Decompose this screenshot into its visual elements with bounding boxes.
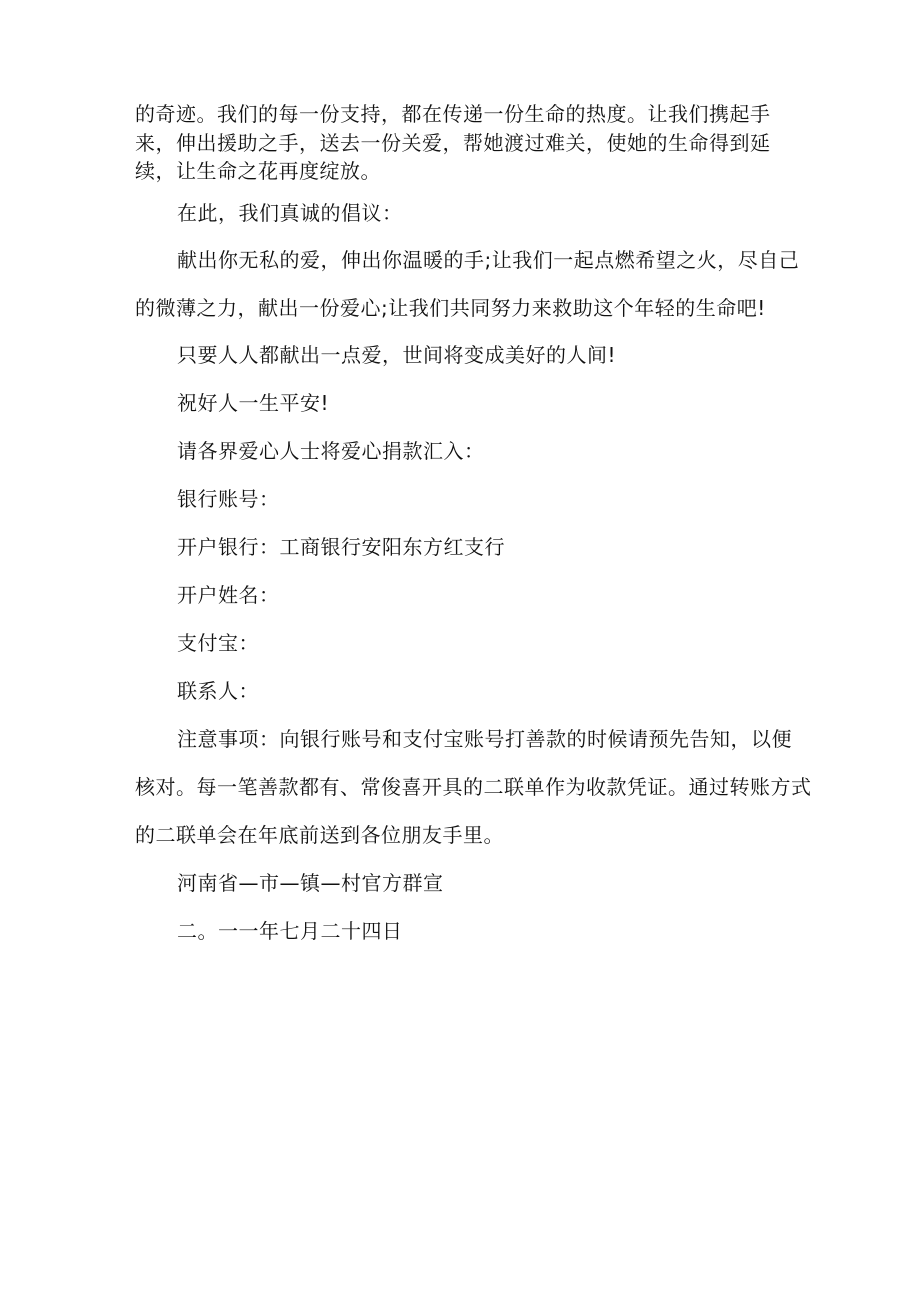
- paragraph-line: 只要人人都献出一点爱，世间将变成美好的人间!: [177, 343, 617, 367]
- paragraph-line: 的奇迹。我们的每一份支持，都在传递一份生命的热度。让我们携起手: [135, 102, 771, 126]
- paragraph-line: 献出你无私的爱，伸出你温暖的手;让我们一起点燃希望之火，尽自己: [177, 248, 800, 272]
- paragraph-line: 核对。每一笔善款都有、常俊喜开具的二联单作为收款凭证。通过转账方式: [135, 775, 812, 799]
- paragraph-line: 开户银行：工商银行安阳东方红支行: [177, 535, 505, 559]
- paragraph-line: 联系人：: [177, 679, 259, 703]
- paragraph-line: 续，让生命之花再度绽放。: [135, 159, 381, 183]
- paragraph-line: 注意事项：向银行账号和支付宝账号打善款的时候请预先告知，以便: [177, 727, 792, 751]
- paragraph-line: 的微薄之力，献出一份爱心;让我们共同努力来救助这个年轻的生命吧!: [135, 296, 766, 320]
- paragraph-line: 来，伸出援助之手，送去一份关爱，帮她渡过难关，使她的生命得到延: [135, 131, 771, 155]
- paragraph-line: 开户姓名：: [177, 583, 280, 607]
- date-line: 二。一一年七月二十四日: [177, 919, 403, 943]
- paragraph-line: 祝好人一生平安!: [177, 391, 330, 415]
- paragraph-line: 的二联单会在年底前送到各位朋友手里。: [135, 823, 504, 847]
- paragraph-line: 银行账号：: [177, 487, 280, 511]
- paragraph-line: 在此，我们真诚的倡议：: [177, 201, 403, 225]
- paragraph-line: 请各界爱心人士将爱心捐款汇入：: [177, 439, 485, 463]
- paragraph-line: 支付宝：: [177, 631, 259, 655]
- signature-line: 河南省—市—镇—村官方群宣: [177, 871, 444, 895]
